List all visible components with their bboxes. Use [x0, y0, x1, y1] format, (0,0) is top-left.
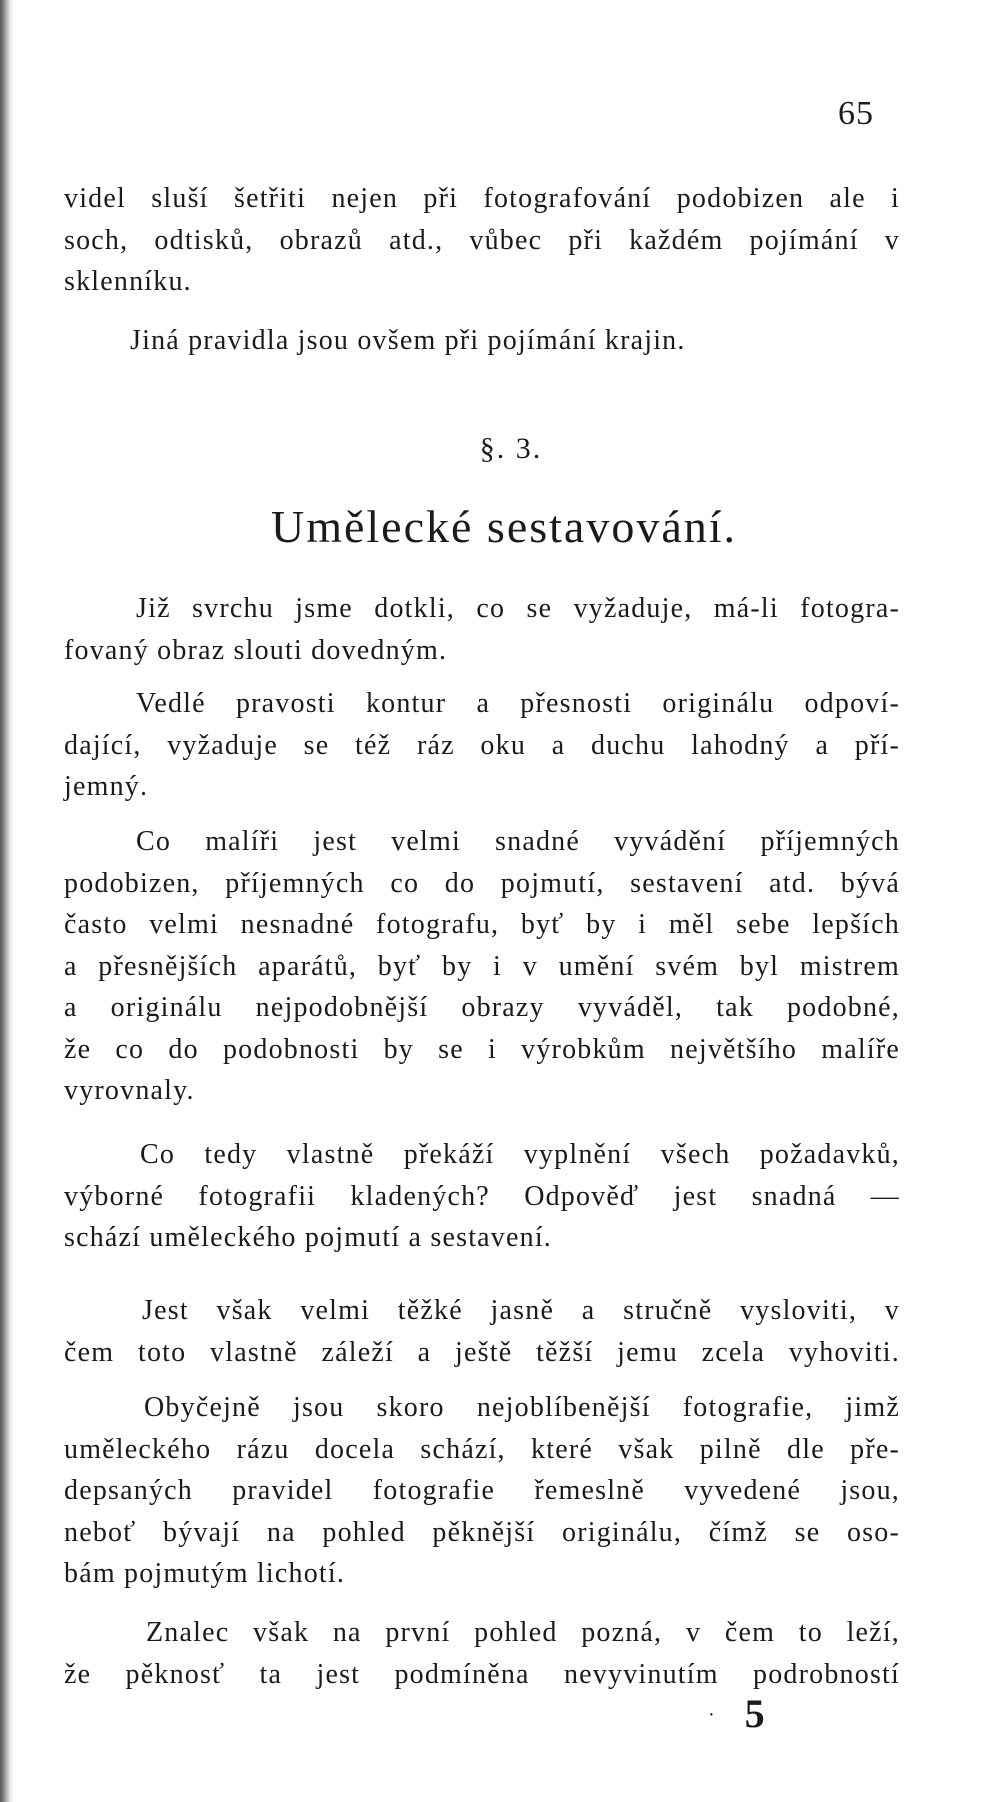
text-line: podobizen, příjemných co do pojmutí, sestavení atd. bývá: [64, 867, 900, 899]
text-line: často velmi nesnadné fotografu, byť by i měl sebe lepších: [64, 909, 900, 940]
text-line: bám pojmutým lichotí.: [64, 1558, 346, 1589]
paragraph: [64, 588, 900, 671]
text-line: Již svrchu jsme dotkli, co se vyžaduje, má-li fotogra-: [136, 593, 900, 624]
paragraph: [64, 1387, 900, 1595]
intro-note: [130, 320, 890, 362]
text-line: neboť bývají na pohled pěknější originálu, čímž se oso-: [64, 1516, 900, 1548]
text-line: a přesnějších aparátů, byť by i v umění svém byl mistrem: [64, 950, 900, 982]
paragraph: [64, 821, 900, 1112]
text-line: že co do podobnosti by se i výrobkům největšího malíře: [64, 1033, 900, 1065]
text-line: Co tedy vlastně překáží vyplnění všech požadavků,: [140, 1139, 900, 1170]
text-line: vyrovnaly.: [64, 1075, 195, 1106]
text-line: fovaný obraz slouti dovedným.: [64, 634, 448, 666]
signature-mark: [708, 1690, 765, 1737]
paragraph: [64, 1612, 900, 1695]
text-line: schází uměleckého pojmutí a sestavení.: [64, 1222, 553, 1253]
paragraph: [64, 1290, 900, 1373]
section-heading: Umělecké sestavování.: [270, 501, 738, 552]
text-line: výborné fotografii kladených? Odpověď jest snadná —: [64, 1180, 900, 1212]
text-line: a originálu nejpodobnější obrazy vyváděl, tak podobné,: [64, 992, 900, 1023]
page-number: 65: [838, 95, 874, 132]
signature-dot: ·: [708, 1704, 715, 1726]
signature-number: 5: [744, 1691, 765, 1736]
text-line: Znalec však na první pohled pozná, v čem to leží,: [146, 1617, 900, 1648]
text-line: Vedlé pravosti kontur a přesnosti originálu odpoví-: [136, 688, 900, 719]
section-number: §. 3.: [479, 432, 543, 465]
text-line: sklenníku.: [64, 266, 192, 297]
text-line: že pěknosť ta jest podmíněna nevyvinutím podrobností: [64, 1658, 900, 1690]
text-line: čem toto vlastně záleží a ještě těžší jemu zcela vyhoviti.: [64, 1336, 900, 1368]
text-line: Co malíři jest velmi snadné vyvádění příjemných: [136, 826, 900, 857]
paragraph: [64, 1134, 900, 1259]
text-line: uměleckého rázu docela schází, které však pilně dle pře-: [64, 1433, 900, 1465]
text-line: videl sluší šetřiti nejen při fotografování podobizen ale i: [64, 183, 900, 214]
text-line: Jest však velmi těžké jasně a stručně vysloviti, v: [142, 1295, 900, 1326]
text-line: dající, vyžaduje se též ráz oku a duchu lahodný a pří-: [64, 729, 900, 761]
intro-text: [64, 178, 900, 303]
paragraph: [64, 683, 900, 808]
text-line: depsaných pravidel fotografie řemeslně vyvedené jsou,: [64, 1475, 900, 1506]
page-edge-shadow: [0, 0, 14, 1802]
text-line: Jiná pravidla jsou ovšem při pojímání krajin.: [130, 325, 686, 356]
text-line: Obyčejně jsou skoro nejoblíbenější fotografie, jimž: [144, 1392, 900, 1423]
text-line: jemný.: [64, 771, 149, 802]
text-line: soch, odtisků, obrazů atd., vůbec při každém pojímání v: [64, 224, 900, 256]
